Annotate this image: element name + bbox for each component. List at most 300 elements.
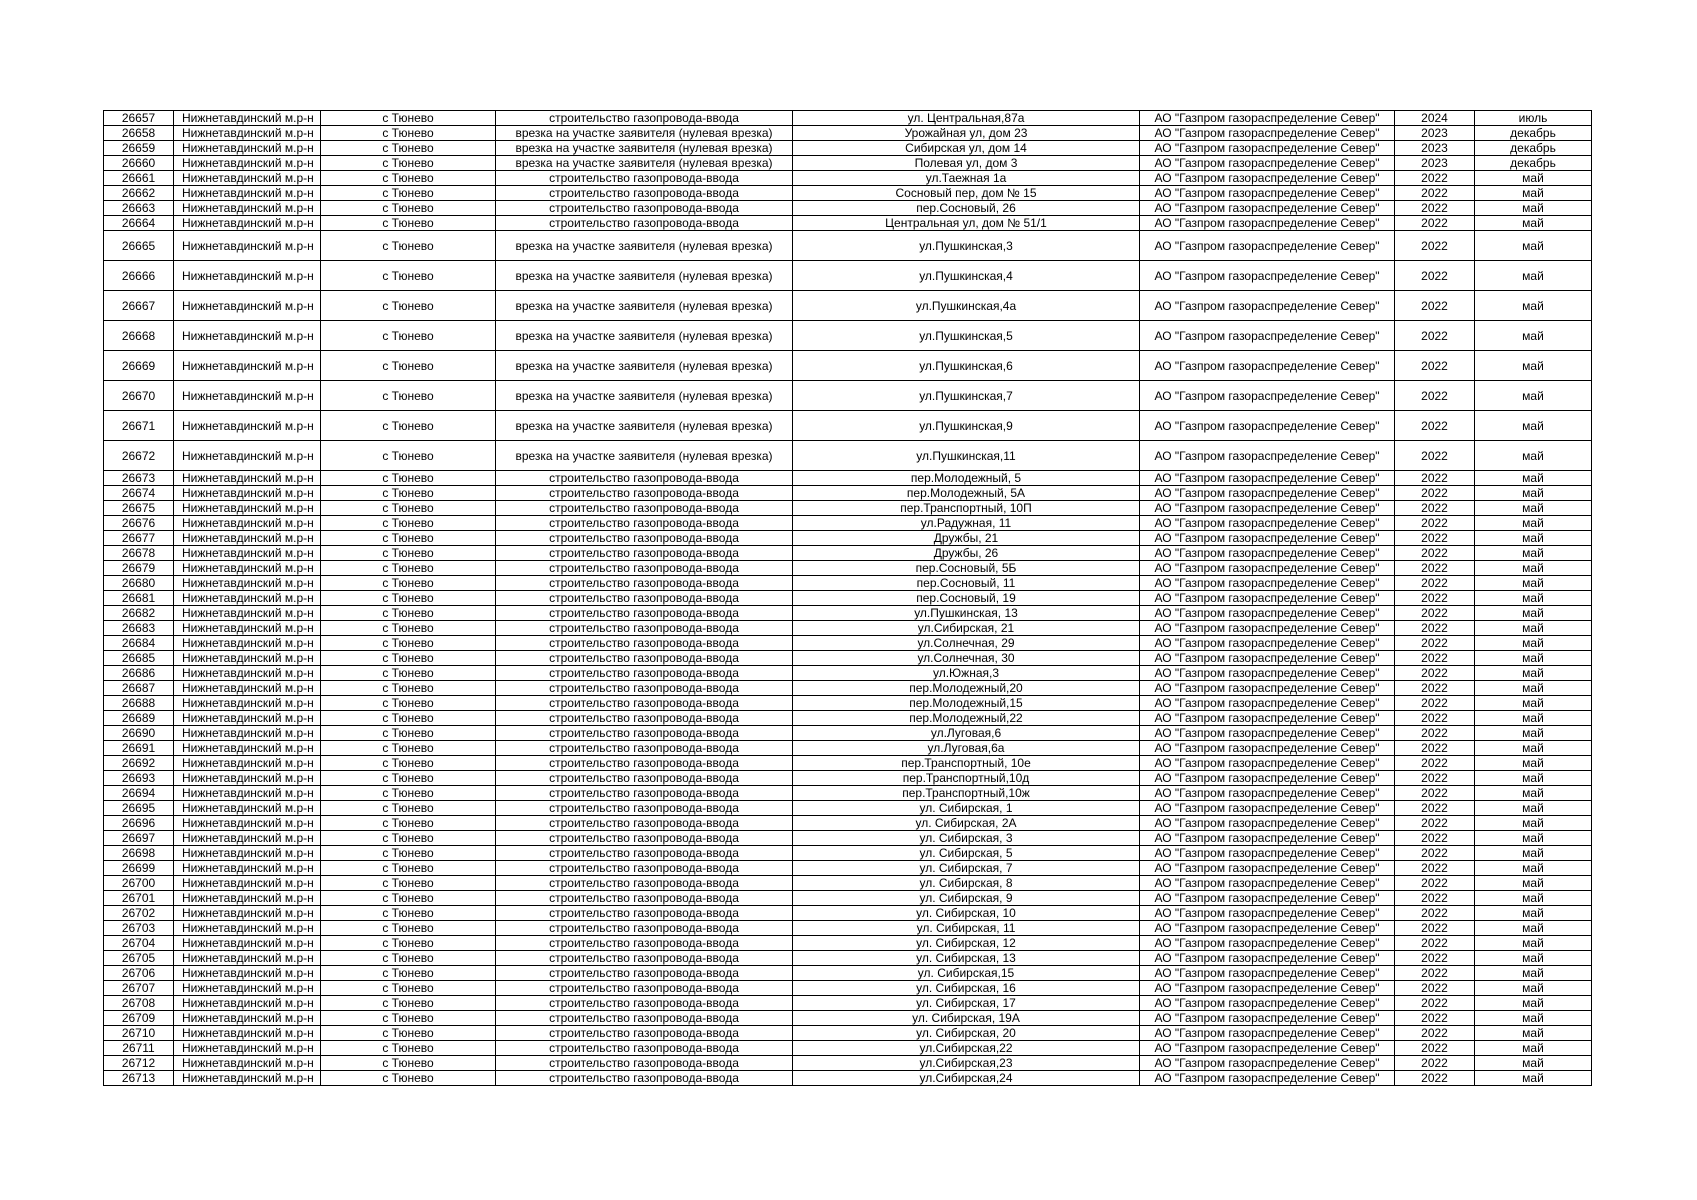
address-cell: ул.Пушкинская,9 [793,411,1140,441]
table-row [104,996,1592,1011]
table-row [104,906,1592,921]
month-cell: май [1475,966,1592,981]
village-cell: с Тюнево [321,981,496,996]
village-cell: с Тюнево [321,141,496,156]
year-cell: 2022 [1395,816,1475,831]
work-type-cell: врезка на участке заявителя (нулевая врезка) [496,261,793,291]
address-cell: Центральная ул, дом № 51/1 [793,216,1140,231]
district-cell: Нижнетавдинский м.р-н [174,351,321,381]
village-cell: с Тюнево [321,891,496,906]
table-row [104,936,1592,951]
month-cell: май [1475,1026,1592,1041]
table-row [104,591,1592,606]
district-cell: Нижнетавдинский м.р-н [174,156,321,171]
village-cell: с Тюнево [321,1071,496,1086]
table-row [104,726,1592,741]
row-number-cell: 26690 [104,726,174,741]
work-type-cell: строительство газопровода-ввода [496,981,793,996]
month-cell: май [1475,471,1592,486]
year-cell: 2022 [1395,591,1475,606]
address-cell: ул.Пушкинская,5 [793,321,1140,351]
work-type-cell: врезка на участке заявителя (нулевая врезка) [496,381,793,411]
address-cell: ул. Сибирская, 7 [793,861,1140,876]
address-cell: пер.Молодежный, 5 [793,471,1140,486]
work-type-cell: строительство газопровода-ввода [496,531,793,546]
table-row [104,966,1592,981]
organization-cell: АО "Газпром газораспределение Север" [1140,561,1395,576]
year-cell: 2022 [1395,171,1475,186]
row-number-cell: 26702 [104,906,174,921]
table-row [104,666,1592,681]
month-cell: май [1475,771,1592,786]
month-cell: май [1475,606,1592,621]
district-cell: Нижнетавдинский м.р-н [174,606,321,621]
village-cell: с Тюнево [321,771,496,786]
organization-cell: АО "Газпром газораспределение Север" [1140,231,1395,261]
work-type-cell: строительство газопровода-ввода [496,486,793,501]
village-cell: с Тюнево [321,876,496,891]
address-cell: пер.Сосновый, 26 [793,201,1140,216]
address-cell: ул.Сибирская,22 [793,1041,1140,1056]
district-cell: Нижнетавдинский м.р-н [174,141,321,156]
month-cell: май [1475,1011,1592,1026]
address-cell: ул. Сибирская, 2А [793,816,1140,831]
row-number-cell: 26691 [104,741,174,756]
organization-cell: АО "Газпром газораспределение Север" [1140,906,1395,921]
year-cell: 2022 [1395,561,1475,576]
year-cell: 2022 [1395,186,1475,201]
organization-cell: АО "Газпром газораспределение Север" [1140,996,1395,1011]
row-number-cell: 26697 [104,831,174,846]
month-cell: декабрь [1475,156,1592,171]
row-number-cell: 26685 [104,651,174,666]
organization-cell: АО "Газпром газораспределение Север" [1140,576,1395,591]
organization-cell: АО "Газпром газораспределение Север" [1140,171,1395,186]
village-cell: с Тюнево [321,861,496,876]
year-cell: 2022 [1395,486,1475,501]
table-row [104,1071,1592,1086]
village-cell: с Тюнево [321,381,496,411]
year-cell: 2022 [1395,1056,1475,1071]
table-row [104,786,1592,801]
table-row [104,471,1592,486]
district-cell: Нижнетавдинский м.р-н [174,786,321,801]
table-row [104,141,1592,156]
work-type-cell: строительство газопровода-ввода [496,846,793,861]
year-cell: 2022 [1395,951,1475,966]
district-cell: Нижнетавдинский м.р-н [174,126,321,141]
organization-cell: АО "Газпром газораспределение Север" [1140,846,1395,861]
work-type-cell: строительство газопровода-ввода [496,546,793,561]
month-cell: май [1475,231,1592,261]
village-cell: с Тюнево [321,1041,496,1056]
year-cell: 2022 [1395,711,1475,726]
organization-cell: АО "Газпром газораспределение Север" [1140,111,1395,126]
work-type-cell: строительство газопровода-ввода [496,651,793,666]
year-cell: 2023 [1395,156,1475,171]
district-cell: Нижнетавдинский м.р-н [174,621,321,636]
month-cell: май [1475,846,1592,861]
work-type-cell: строительство газопровода-ввода [496,771,793,786]
organization-cell: АО "Газпром газораспределение Север" [1140,591,1395,606]
address-cell: пер.Молодежный, 5А [793,486,1140,501]
address-cell: ул. Сибирская, 16 [793,981,1140,996]
row-number-cell: 26674 [104,486,174,501]
district-cell: Нижнетавдинский м.р-н [174,891,321,906]
year-cell: 2023 [1395,126,1475,141]
work-type-cell: строительство газопровода-ввода [496,951,793,966]
row-number-cell: 26663 [104,201,174,216]
month-cell: май [1475,996,1592,1011]
village-cell: с Тюнево [321,171,496,186]
district-cell: Нижнетавдинский м.р-н [174,381,321,411]
work-type-cell: строительство газопровода-ввода [496,1026,793,1041]
address-cell: ул. Сибирская, 9 [793,891,1140,906]
village-cell: с Тюнево [321,411,496,441]
month-cell: май [1475,726,1592,741]
month-cell: май [1475,501,1592,516]
work-type-cell: строительство газопровода-ввода [496,906,793,921]
village-cell: с Тюнево [321,801,496,816]
year-cell: 2022 [1395,1041,1475,1056]
table-row [104,846,1592,861]
address-cell: ул. Сибирская, 5 [793,846,1140,861]
year-cell: 2022 [1395,831,1475,846]
year-cell: 2022 [1395,876,1475,891]
row-number-cell: 26657 [104,111,174,126]
row-number-cell: 26673 [104,471,174,486]
row-number-cell: 26662 [104,186,174,201]
village-cell: с Тюнево [321,831,496,846]
month-cell: май [1475,381,1592,411]
district-cell: Нижнетавдинский м.р-н [174,561,321,576]
village-cell: с Тюнево [321,1056,496,1071]
work-type-cell: строительство газопровода-ввода [496,501,793,516]
address-cell: пер.Транспортный,10ж [793,786,1140,801]
work-type-cell: строительство газопровода-ввода [496,966,793,981]
table-row [104,756,1592,771]
work-type-cell: строительство газопровода-ввода [496,471,793,486]
organization-cell: АО "Газпром газораспределение Север" [1140,186,1395,201]
row-number-cell: 26660 [104,156,174,171]
address-cell: Сибирская ул, дом 14 [793,141,1140,156]
village-cell: с Тюнево [321,471,496,486]
address-cell: ул.Сибирская, 21 [793,621,1140,636]
row-number-cell: 26708 [104,996,174,1011]
address-cell: ул. Сибирская, 20 [793,1026,1140,1041]
month-cell: май [1475,681,1592,696]
year-cell: 2022 [1395,921,1475,936]
district-cell: Нижнетавдинский м.р-н [174,951,321,966]
district-cell: Нижнетавдинский м.р-н [174,741,321,756]
village-cell: с Тюнево [321,516,496,531]
year-cell: 2022 [1395,501,1475,516]
district-cell: Нижнетавдинский м.р-н [174,576,321,591]
organization-cell: АО "Газпром газораспределение Север" [1140,291,1395,321]
organization-cell: АО "Газпром газораспределение Север" [1140,936,1395,951]
row-number-cell: 26689 [104,711,174,726]
address-cell: ул.Луговая,6 [793,726,1140,741]
table-row [104,381,1592,411]
month-cell: май [1475,651,1592,666]
table-row [104,741,1592,756]
row-number-cell: 26701 [104,891,174,906]
year-cell: 2022 [1395,471,1475,486]
district-cell: Нижнетавдинский м.р-н [174,696,321,711]
year-cell: 2022 [1395,546,1475,561]
month-cell: май [1475,891,1592,906]
district-cell: Нижнетавдинский м.р-н [174,981,321,996]
organization-cell: АО "Газпром газораспределение Север" [1140,981,1395,996]
table-row [104,546,1592,561]
year-cell: 2022 [1395,621,1475,636]
district-cell: Нижнетавдинский м.р-н [174,816,321,831]
address-cell: ул.Сибирская,24 [793,1071,1140,1086]
year-cell: 2023 [1395,141,1475,156]
address-cell: ул.Пушкинская,7 [793,381,1140,411]
village-cell: с Тюнево [321,351,496,381]
row-number-cell: 26698 [104,846,174,861]
row-number-cell: 26672 [104,441,174,471]
month-cell: май [1475,906,1592,921]
organization-cell: АО "Газпром газораспределение Север" [1140,801,1395,816]
organization-cell: АО "Газпром газораспределение Север" [1140,351,1395,381]
village-cell: с Тюнево [321,561,496,576]
village-cell: с Тюнево [321,696,496,711]
month-cell: май [1475,861,1592,876]
year-cell: 2022 [1395,351,1475,381]
district-cell: Нижнетавдинский м.р-н [174,591,321,606]
village-cell: с Тюнево [321,501,496,516]
address-cell: ул. Сибирская, 10 [793,906,1140,921]
month-cell: май [1475,696,1592,711]
table-row [104,411,1592,441]
organization-cell: АО "Газпром газораспределение Север" [1140,726,1395,741]
month-cell: май [1475,351,1592,381]
address-cell: Сосновый пер, дом № 15 [793,186,1140,201]
district-cell: Нижнетавдинский м.р-н [174,681,321,696]
row-number-cell: 26659 [104,141,174,156]
month-cell: май [1475,216,1592,231]
year-cell: 2022 [1395,261,1475,291]
work-type-cell: врезка на участке заявителя (нулевая врезка) [496,156,793,171]
district-cell: Нижнетавдинский м.р-н [174,291,321,321]
row-number-cell: 26688 [104,696,174,711]
organization-cell: АО "Газпром газораспределение Север" [1140,411,1395,441]
village-cell: с Тюнево [321,126,496,141]
month-cell: декабрь [1475,141,1592,156]
address-cell: ул. Сибирская, 17 [793,996,1140,1011]
address-cell: ул. Сибирская, 19А [793,1011,1140,1026]
address-cell: ул. Сибирская, 3 [793,831,1140,846]
year-cell: 2022 [1395,201,1475,216]
organization-cell: АО "Газпром газораспределение Север" [1140,381,1395,411]
district-cell: Нижнетавдинский м.р-н [174,921,321,936]
organization-cell: АО "Газпром газораспределение Север" [1140,651,1395,666]
village-cell: с Тюнево [321,231,496,261]
table-row [104,621,1592,636]
year-cell: 2022 [1395,981,1475,996]
village-cell: с Тюнево [321,636,496,651]
year-cell: 2022 [1395,966,1475,981]
address-cell: пер.Транспортный,10д [793,771,1140,786]
year-cell: 2022 [1395,321,1475,351]
month-cell: май [1475,531,1592,546]
work-type-cell: строительство газопровода-ввода [496,201,793,216]
district-cell: Нижнетавдинский м.р-н [174,261,321,291]
address-cell: пер.Транспортный, 10е [793,756,1140,771]
village-cell: с Тюнево [321,786,496,801]
organization-cell: АО "Газпром газораспределение Север" [1140,606,1395,621]
table-row [104,501,1592,516]
work-type-cell: строительство газопровода-ввода [496,876,793,891]
table-row [104,216,1592,231]
row-number-cell: 26668 [104,321,174,351]
row-number-cell: 26703 [104,921,174,936]
table-row [104,231,1592,261]
month-cell: май [1475,486,1592,501]
organization-cell: АО "Газпром газораспределение Север" [1140,861,1395,876]
village-cell: с Тюнево [321,591,496,606]
organization-cell: АО "Газпром газораспределение Север" [1140,516,1395,531]
organization-cell: АО "Газпром газораспределение Север" [1140,156,1395,171]
year-cell: 2022 [1395,606,1475,621]
organization-cell: АО "Газпром газораспределение Север" [1140,1041,1395,1056]
village-cell: с Тюнево [321,936,496,951]
district-cell: Нижнетавдинский м.р-н [174,876,321,891]
work-type-cell: строительство газопровода-ввода [496,666,793,681]
work-type-cell: строительство газопровода-ввода [496,996,793,1011]
address-cell: пер.Сосновый, 5Б [793,561,1140,576]
organization-cell: АО "Газпром газораспределение Север" [1140,531,1395,546]
month-cell: май [1475,711,1592,726]
table-row [104,1026,1592,1041]
address-cell: ул.Солнечная, 29 [793,636,1140,651]
row-number-cell: 26661 [104,171,174,186]
row-number-cell: 26666 [104,261,174,291]
district-cell: Нижнетавдинский м.р-н [174,1071,321,1086]
address-cell: ул.Солнечная, 30 [793,651,1140,666]
month-cell: май [1475,201,1592,216]
organization-cell: АО "Газпром газораспределение Север" [1140,126,1395,141]
table-row [104,1056,1592,1071]
address-cell: пер.Молодежный,20 [793,681,1140,696]
work-type-cell: строительство газопровода-ввода [496,186,793,201]
year-cell: 2022 [1395,756,1475,771]
table-row [104,516,1592,531]
year-cell: 2022 [1395,666,1475,681]
month-cell: май [1475,756,1592,771]
organization-cell: АО "Газпром газораспределение Север" [1140,771,1395,786]
table-row [104,861,1592,876]
month-cell: май [1475,981,1592,996]
year-cell: 2022 [1395,651,1475,666]
row-number-cell: 26682 [104,606,174,621]
organization-cell: АО "Газпром газораспределение Север" [1140,546,1395,561]
district-cell: Нижнетавдинский м.р-н [174,531,321,546]
row-number-cell: 26695 [104,801,174,816]
year-cell: 2022 [1395,786,1475,801]
village-cell: с Тюнево [321,996,496,1011]
district-cell: Нижнетавдинский м.р-н [174,546,321,561]
work-type-cell: строительство газопровода-ввода [496,621,793,636]
village-cell: с Тюнево [321,906,496,921]
year-cell: 2022 [1395,801,1475,816]
address-cell: ул.Южная,3 [793,666,1140,681]
work-type-cell: строительство газопровода-ввода [496,831,793,846]
month-cell: май [1475,441,1592,471]
address-cell: Полевая ул, дом 3 [793,156,1140,171]
table-row [104,711,1592,726]
work-type-cell: строительство газопровода-ввода [496,591,793,606]
month-cell: май [1475,576,1592,591]
row-number-cell: 26667 [104,291,174,321]
village-cell: с Тюнево [321,111,496,126]
district-cell: Нижнетавдинский м.р-н [174,726,321,741]
district-cell: Нижнетавдинский м.р-н [174,516,321,531]
work-type-cell: строительство газопровода-ввода [496,1071,793,1086]
table-row [104,561,1592,576]
row-number-cell: 26712 [104,1056,174,1071]
district-cell: Нижнетавдинский м.р-н [174,1011,321,1026]
row-number-cell: 26679 [104,561,174,576]
month-cell: июль [1475,111,1592,126]
address-cell: ул.Пушкинская,4а [793,291,1140,321]
organization-cell: АО "Газпром газораспределение Север" [1140,501,1395,516]
work-type-cell: строительство газопровода-ввода [496,1056,793,1071]
row-number-cell: 26711 [104,1041,174,1056]
month-cell: май [1475,741,1592,756]
address-cell: ул.Пушкинская,4 [793,261,1140,291]
organization-cell: АО "Газпром газораспределение Север" [1140,696,1395,711]
work-type-cell: строительство газопровода-ввода [496,1011,793,1026]
organization-cell: АО "Газпром газораспределение Север" [1140,711,1395,726]
district-cell: Нижнетавдинский м.р-н [174,501,321,516]
organization-cell: АО "Газпром газораспределение Север" [1140,216,1395,231]
work-type-cell: строительство газопровода-ввода [496,681,793,696]
table-row [104,636,1592,651]
month-cell: май [1475,171,1592,186]
organization-cell: АО "Газпром газораспределение Север" [1140,441,1395,471]
table-row [104,486,1592,501]
village-cell: с Тюнево [321,186,496,201]
work-type-cell: строительство газопровода-ввода [496,891,793,906]
table-row [104,351,1592,381]
work-type-cell: строительство газопровода-ввода [496,216,793,231]
month-cell: май [1475,636,1592,651]
district-cell: Нижнетавдинский м.р-н [174,651,321,666]
month-cell: май [1475,921,1592,936]
row-number-cell: 26684 [104,636,174,651]
district-cell: Нижнетавдинский м.р-н [174,486,321,501]
row-number-cell: 26670 [104,381,174,411]
table-row [104,1041,1592,1056]
month-cell: май [1475,186,1592,201]
month-cell: май [1475,516,1592,531]
village-cell: с Тюнево [321,966,496,981]
organization-cell: АО "Газпром газораспределение Север" [1140,1071,1395,1086]
organization-cell: АО "Газпром газораспределение Север" [1140,966,1395,981]
district-cell: Нижнетавдинский м.р-н [174,936,321,951]
row-number-cell: 26710 [104,1026,174,1041]
village-cell: с Тюнево [321,711,496,726]
address-cell: ул.Пушкинская, 13 [793,606,1140,621]
year-cell: 2022 [1395,231,1475,261]
district-cell: Нижнетавдинский м.р-н [174,666,321,681]
year-cell: 2022 [1395,1071,1475,1086]
month-cell: май [1475,801,1592,816]
address-cell: пер.Сосновый, 11 [793,576,1140,591]
